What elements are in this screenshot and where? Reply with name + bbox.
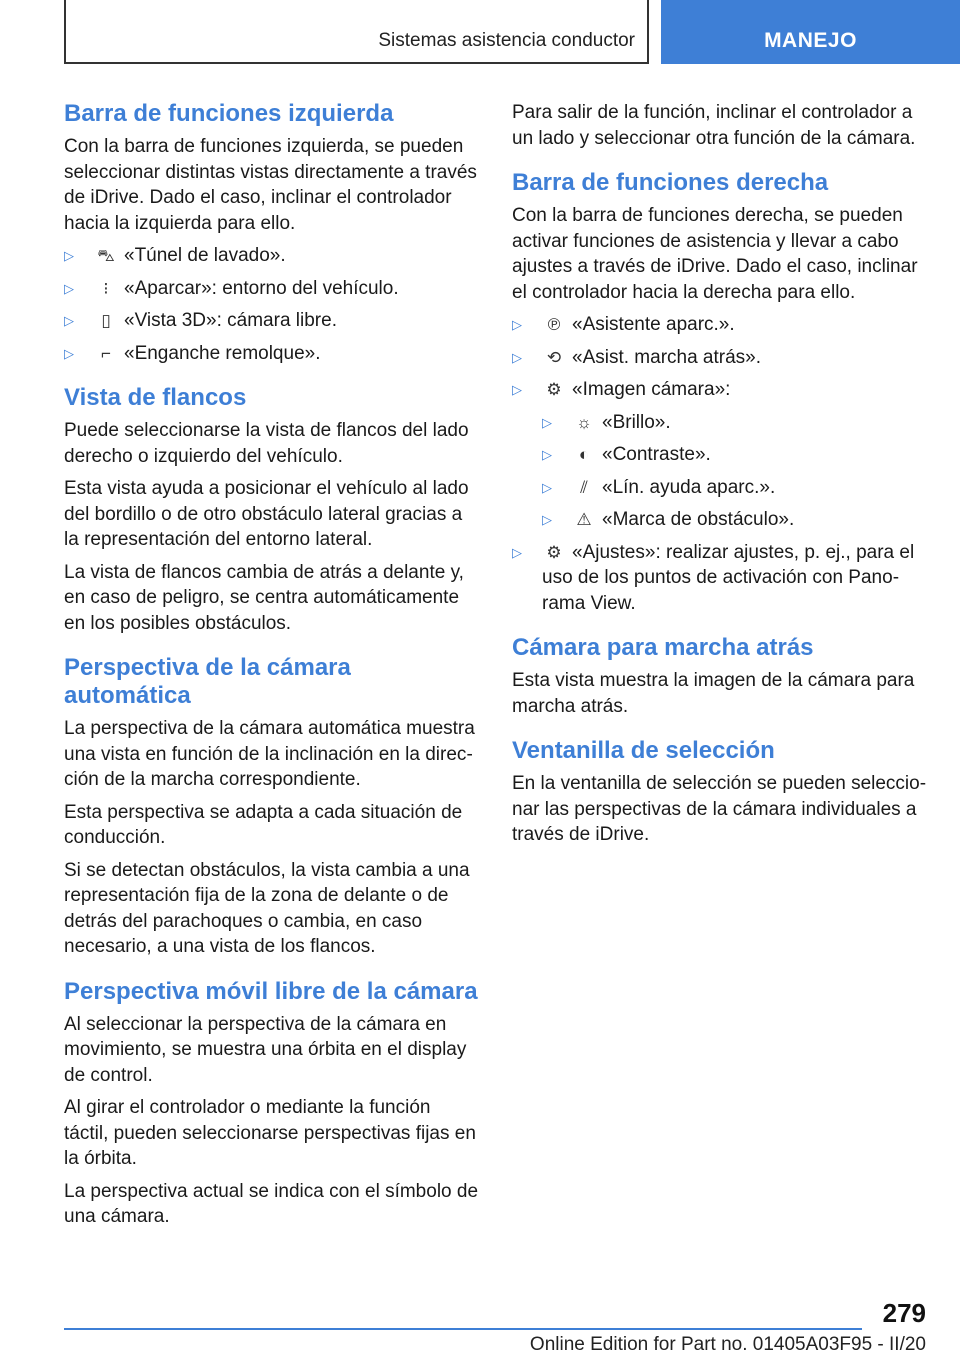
section-left-function-bar — [64, 100, 480, 366]
section-auto-camera — [64, 654, 480, 960]
bullet-triangle-icon: ▷ — [64, 313, 74, 328]
page-number: 279 — [882, 1298, 926, 1328]
chapter-tab — [661, 0, 960, 64]
list-item: ▷ ◐ «Contraste». — [542, 442, 928, 468]
section-right-function-bar — [512, 169, 928, 616]
parking-surroundings-icon: ⁝ — [103, 278, 109, 298]
heading-free-camera: Perspectiva móvil libre de la cámara — [64, 977, 478, 1005]
bullet-triangle-icon: ▷ — [542, 447, 552, 462]
list-item: ▷ ⚙ «Ajustes»: realizar ajustes, p. ej., para el uso de los puntos de activación con Panorama View. — [512, 541, 915, 614]
brightness-icon: ☼ — [576, 412, 592, 432]
reversing-assistant-icon: ⟲ — [546, 347, 562, 367]
left-column — [64, 100, 480, 1237]
bullet-triangle-icon: ▷ — [64, 248, 74, 263]
footer-edition: Online Edition for Part no. 01405A03F95 - II/20 — [529, 1334, 926, 1355]
paragraph: Esta vista muestra la imagen de la cámara para marcha atrás. — [512, 670, 915, 717]
paragraph: La perspectiva de la cámara automática muestra una vista en función de la inclinación en la dirección de la marcha correspondiente. — [64, 718, 475, 790]
list-item: ▷ ℗ «Asistente aparc.». — [512, 312, 928, 338]
paragraph: Si se detectan obstáculos, la vista cambia a una representación fija de la zona de delante o de detrás del parachoques o cambia, en caso necesario, a una vista de los flancos. — [64, 859, 470, 957]
bullet-triangle-icon: ▷ — [512, 544, 522, 560]
heading-reverse-camera: Cámara para marcha atrás — [512, 634, 814, 661]
bullet-triangle-icon: ▷ — [64, 280, 74, 296]
function-list — [64, 243, 480, 366]
bullet-triangle-icon: ▷ — [64, 345, 74, 361]
paragraph: Con la barra de funciones derecha, se pueden activar funciones de asistencia y llevar a cabo ajustes a través de iDrive. Dado el caso, inclinar el controlador hacia la derecha para ello. — [512, 205, 918, 303]
camera-image-icon: ⚙ — [546, 380, 562, 399]
bullet-triangle-icon: ▷ — [512, 349, 522, 365]
heading-auto-camera: Perspectiva de la cámara automática — [64, 654, 351, 709]
paragraph: La vista de flancos cambia de atrás a delante y, en caso de peligro, se centra automáticamente en los posibles obstáculos. — [64, 561, 464, 634]
function-list — [512, 540, 928, 617]
bullet-triangle-icon: ▷ — [512, 317, 522, 332]
paragraph: Puede seleccionarse la vista de flancos del lado derecho o izquierdo del vehículo. — [64, 420, 469, 467]
heading-left-function-bar: Barra de funciones izquierda — [64, 100, 394, 127]
footer-divider — [64, 1328, 862, 1330]
header-box — [64, 0, 649, 64]
obstacle-marker-icon: ⚠ — [576, 510, 592, 529]
list-item: ▷ ⚙ «Imagen cámara»: — [512, 377, 928, 403]
section-reverse-camera — [512, 634, 928, 719]
contrast-icon: ◐ — [578, 445, 590, 464]
parking-lines-icon: ⫽ — [580, 477, 588, 497]
list-item: ▷ ⚠ «Marca de obstáculo». — [542, 507, 928, 533]
camera-image-sublist — [542, 410, 928, 533]
paragraph: Al girar el controlador o mediante la función táctil, pueden seleccionarse perspectivas fijas en la órbita. — [64, 1097, 476, 1169]
parking-assistant-icon: ℗ — [547, 315, 561, 334]
paragraph: Al seleccionar la perspectiva de la cámara en movimiento, se muestra una órbita en el display de control. — [64, 1013, 467, 1086]
paragraph: Esta vista ayuda a posicionar el vehículo al lado del bordillo o de otro obstáculo lateral gracias a la representación del entorno lateral. — [64, 478, 469, 550]
view-3d-icon: ▯ — [101, 311, 111, 330]
heading-right-function-bar: Barra de funciones derecha — [512, 169, 829, 196]
paragraph: Esta perspectiva se adapta a cada situación de conducción. — [64, 801, 463, 848]
right-column — [512, 100, 928, 855]
list-item: ▷ ⛍ «Túnel de lavado». — [64, 243, 480, 269]
section-side-view — [64, 384, 480, 636]
section-free-camera — [64, 978, 480, 1230]
bullet-triangle-icon: ▷ — [542, 512, 552, 527]
trailer-hitch-icon: ⌐ — [101, 343, 111, 363]
settings-gear-icon: ⚙ — [546, 542, 562, 562]
section-title: Sistemas asistencia conductor — [378, 30, 635, 51]
list-item: ▷ ⌐ «Enganche remolque». — [64, 341, 480, 367]
chapter-tab-label: MANEJO — [764, 29, 857, 52]
car-wash-icon: ⛍ — [97, 246, 115, 265]
heading-selection-window: Ventanilla de selección — [512, 737, 775, 764]
paragraph: Para salir de la función, inclinar el controlador a un lado y seleccionar otra función de la cámara. — [512, 102, 916, 149]
paragraph: Con la barra de funciones izquierda, se pueden seleccionar distintas vistas directamente a través de iDrive. Dado el caso, inclinar el controlador hacia la izquierda para ello. — [64, 136, 477, 234]
function-list — [512, 312, 928, 403]
list-item: ▷ ▯ «Vista 3D»: cámara libre. — [64, 308, 480, 334]
heading-side-view: Vista de flancos — [64, 384, 247, 411]
paragraph: La perspectiva actual se indica con el símbolo de una cámara. — [64, 1180, 479, 1227]
list-item: ▷ ⫽ «Lín. ayuda aparc.». — [542, 475, 928, 501]
bullet-triangle-icon: ▷ — [512, 382, 522, 397]
list-item: ▷ ⟲ «Asist. marcha atrás». — [512, 345, 928, 371]
section-selection-window — [512, 737, 928, 848]
paragraph: En la ventanilla de selección se pueden seleccionar las perspectivas de la cámara individuales a través de iDrive. — [512, 773, 927, 845]
list-item: ▷ ⁝ «Aparcar»: entorno del vehículo. — [64, 276, 480, 302]
list-item: ▷ ☼ «Brillo». — [542, 410, 928, 436]
bullet-triangle-icon: ▷ — [542, 479, 552, 495]
bullet-triangle-icon: ▷ — [542, 414, 552, 430]
